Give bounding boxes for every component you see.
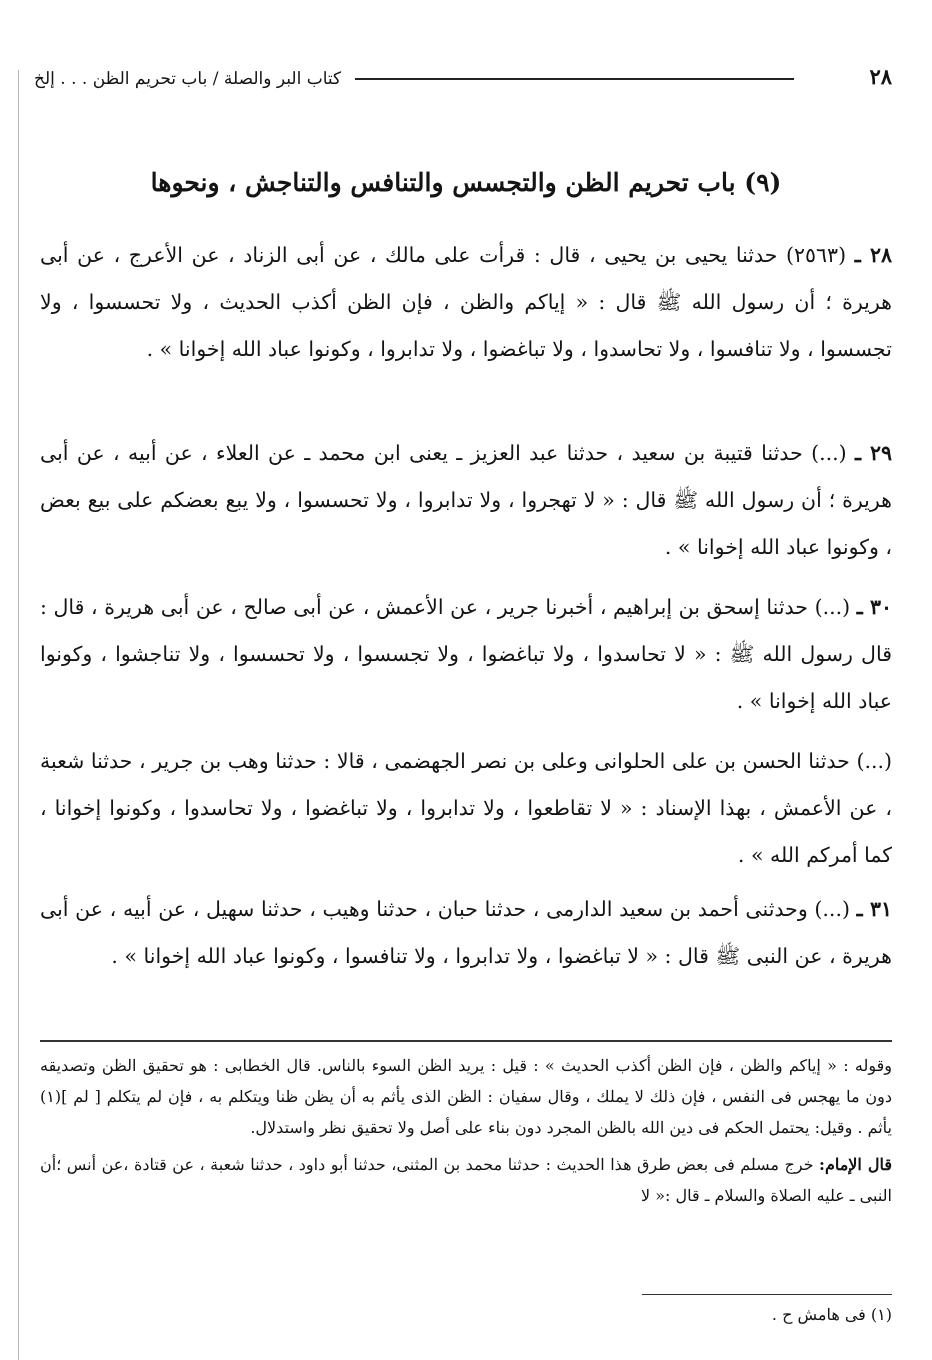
hadith-text: (...) حدثنا الحسن بن على الحلوانى وعلى بن نصر الجهضمى ، قالا : حدثنا وهب بن جرير ، حدثنا شعبة ، عن الأعمش ، بهذا الإسناد : « لا تقاطعوا ، ولا تدابروا ، ولا تباغضوا ، ولا تحاسدوا ، وكونوا إخوانا ، كما أمركم الله » .: [40, 749, 892, 867]
hadith-text: (...) حدثنا قتيبة بن سعيد ، حدثنا عبد العزيز ـ يعنى ابن محمد ـ عن العلاء ، عن أبيه ، عن أبى هريرة ؛ أن رسول الله ﷺ قال : « لا تهجروا ، ولا تدابروا ، ولا تحسسوا ، ولا يبع بعضكم على بيع بعض ، وكونوا عباد الله إخوانا » .: [40, 441, 892, 559]
hadith-text: (٢٥٦٣) حدثنا يحيى بن يحيى ، قال : قرأت على مالك ، عن أبى الزناد ، عن الأعرج ، عن أبى هريرة ؛ أن رسول الله ﷺ قال : « إياكم والظن ، فإن الظن أكذب الحديث ، ولا تحسسوا ، ولا تجسسوا ، ولا تنافسوا ، ولا تحاسدوا ، ولا تباغضوا ، ولا تدابروا ، وكونوا عباد الله إخوانا » .: [40, 243, 892, 361]
running-title: كتاب البر والصلة / باب تحريم الظن . . . إلخ: [34, 69, 342, 89]
running-header: [34, 62, 892, 96]
binding-rule: [18, 70, 19, 1360]
hadith-29: [40, 430, 892, 571]
hadith-31: [40, 886, 892, 980]
footnote: (١) فى هامش ح .: [771, 1305, 892, 1324]
footnote-rule: [642, 1294, 892, 1295]
imam-paragraph: [40, 1149, 892, 1211]
page-number: ٢٨: [869, 64, 892, 89]
header-rule: [355, 78, 794, 80]
hadith-30-variant: [40, 738, 892, 879]
hadith-text: (...) وحدثنى أحمد بن سعيد الدارمى ، حدثنا حبان ، حدثنا وهيب ، حدثنا سهيل ، عن أبيه ، عن أبى هريرة ، عن النبى ﷺ قال : « لا تباغضوا ، ولا تدابروا ، ولا تنافسوا ، وكونوا عباد الله إخوانا » .: [40, 897, 892, 968]
hadith-number: ٣١ ـ: [856, 897, 892, 921]
hadith-number: ٢٨ ـ: [854, 243, 892, 267]
hadith-28: [40, 232, 892, 373]
imam-label: قال الإمام:: [819, 1155, 893, 1174]
commentary: [40, 1050, 892, 1211]
hadith-number: ٣٠ ـ: [856, 595, 892, 619]
chapter-title: (٩) باب تحريم الظن والتجسس والتنافس والتناجش ، ونحوها: [150, 168, 782, 197]
hadith-text: (...) حدثنا إسحق بن إبراهيم ، أخبرنا جرير ، عن الأعمش ، عن أبى صالح ، عن أبى هريرة ، قال : قال رسول الله ﷺ : « لا تحاسدوا ، ولا تباغضوا ، ولا تجسسوا ، ولا تحسسوا ، ولا تناجشوا ، وكونوا عباد الله إخوانا » .: [40, 595, 892, 713]
hadith-number: ٢٩ ـ: [854, 441, 892, 465]
commentary-paragraph: وقوله : « إياكم والظن ، فإن الظن أكذب الحديث » : قيل : يريد الظن السوء بالناس. قال الخطابى : هو تحقيق الظن وتصديقه دون ما يهجس فى النفس ، فإن ذلك لا يملك ، وقال سفيان : الظن الذى يأثم به أن يظن ظنا ويتكلم به ، فإن لم يتكلم [ لم ](١) يأثم . وقيل: يحتمل الحكم فى دين الله بالظن المجرد دون بناء على أصل ولا تحقيق نظر واستدلال.: [40, 1056, 892, 1137]
commentary-rule: [40, 1040, 892, 1042]
imam-text: خرج مسلم فى بعض طرق هذا الحديث : حدثنا محمد بن المثنى، حدثنا أبو داود ، حدثنا شعبة ، عن قتادة ،عن أنس ؛أن النبى ـ عليه الصلاة والسلام ـ قال :« لا: [40, 1155, 892, 1205]
hadith-30: [40, 584, 892, 725]
